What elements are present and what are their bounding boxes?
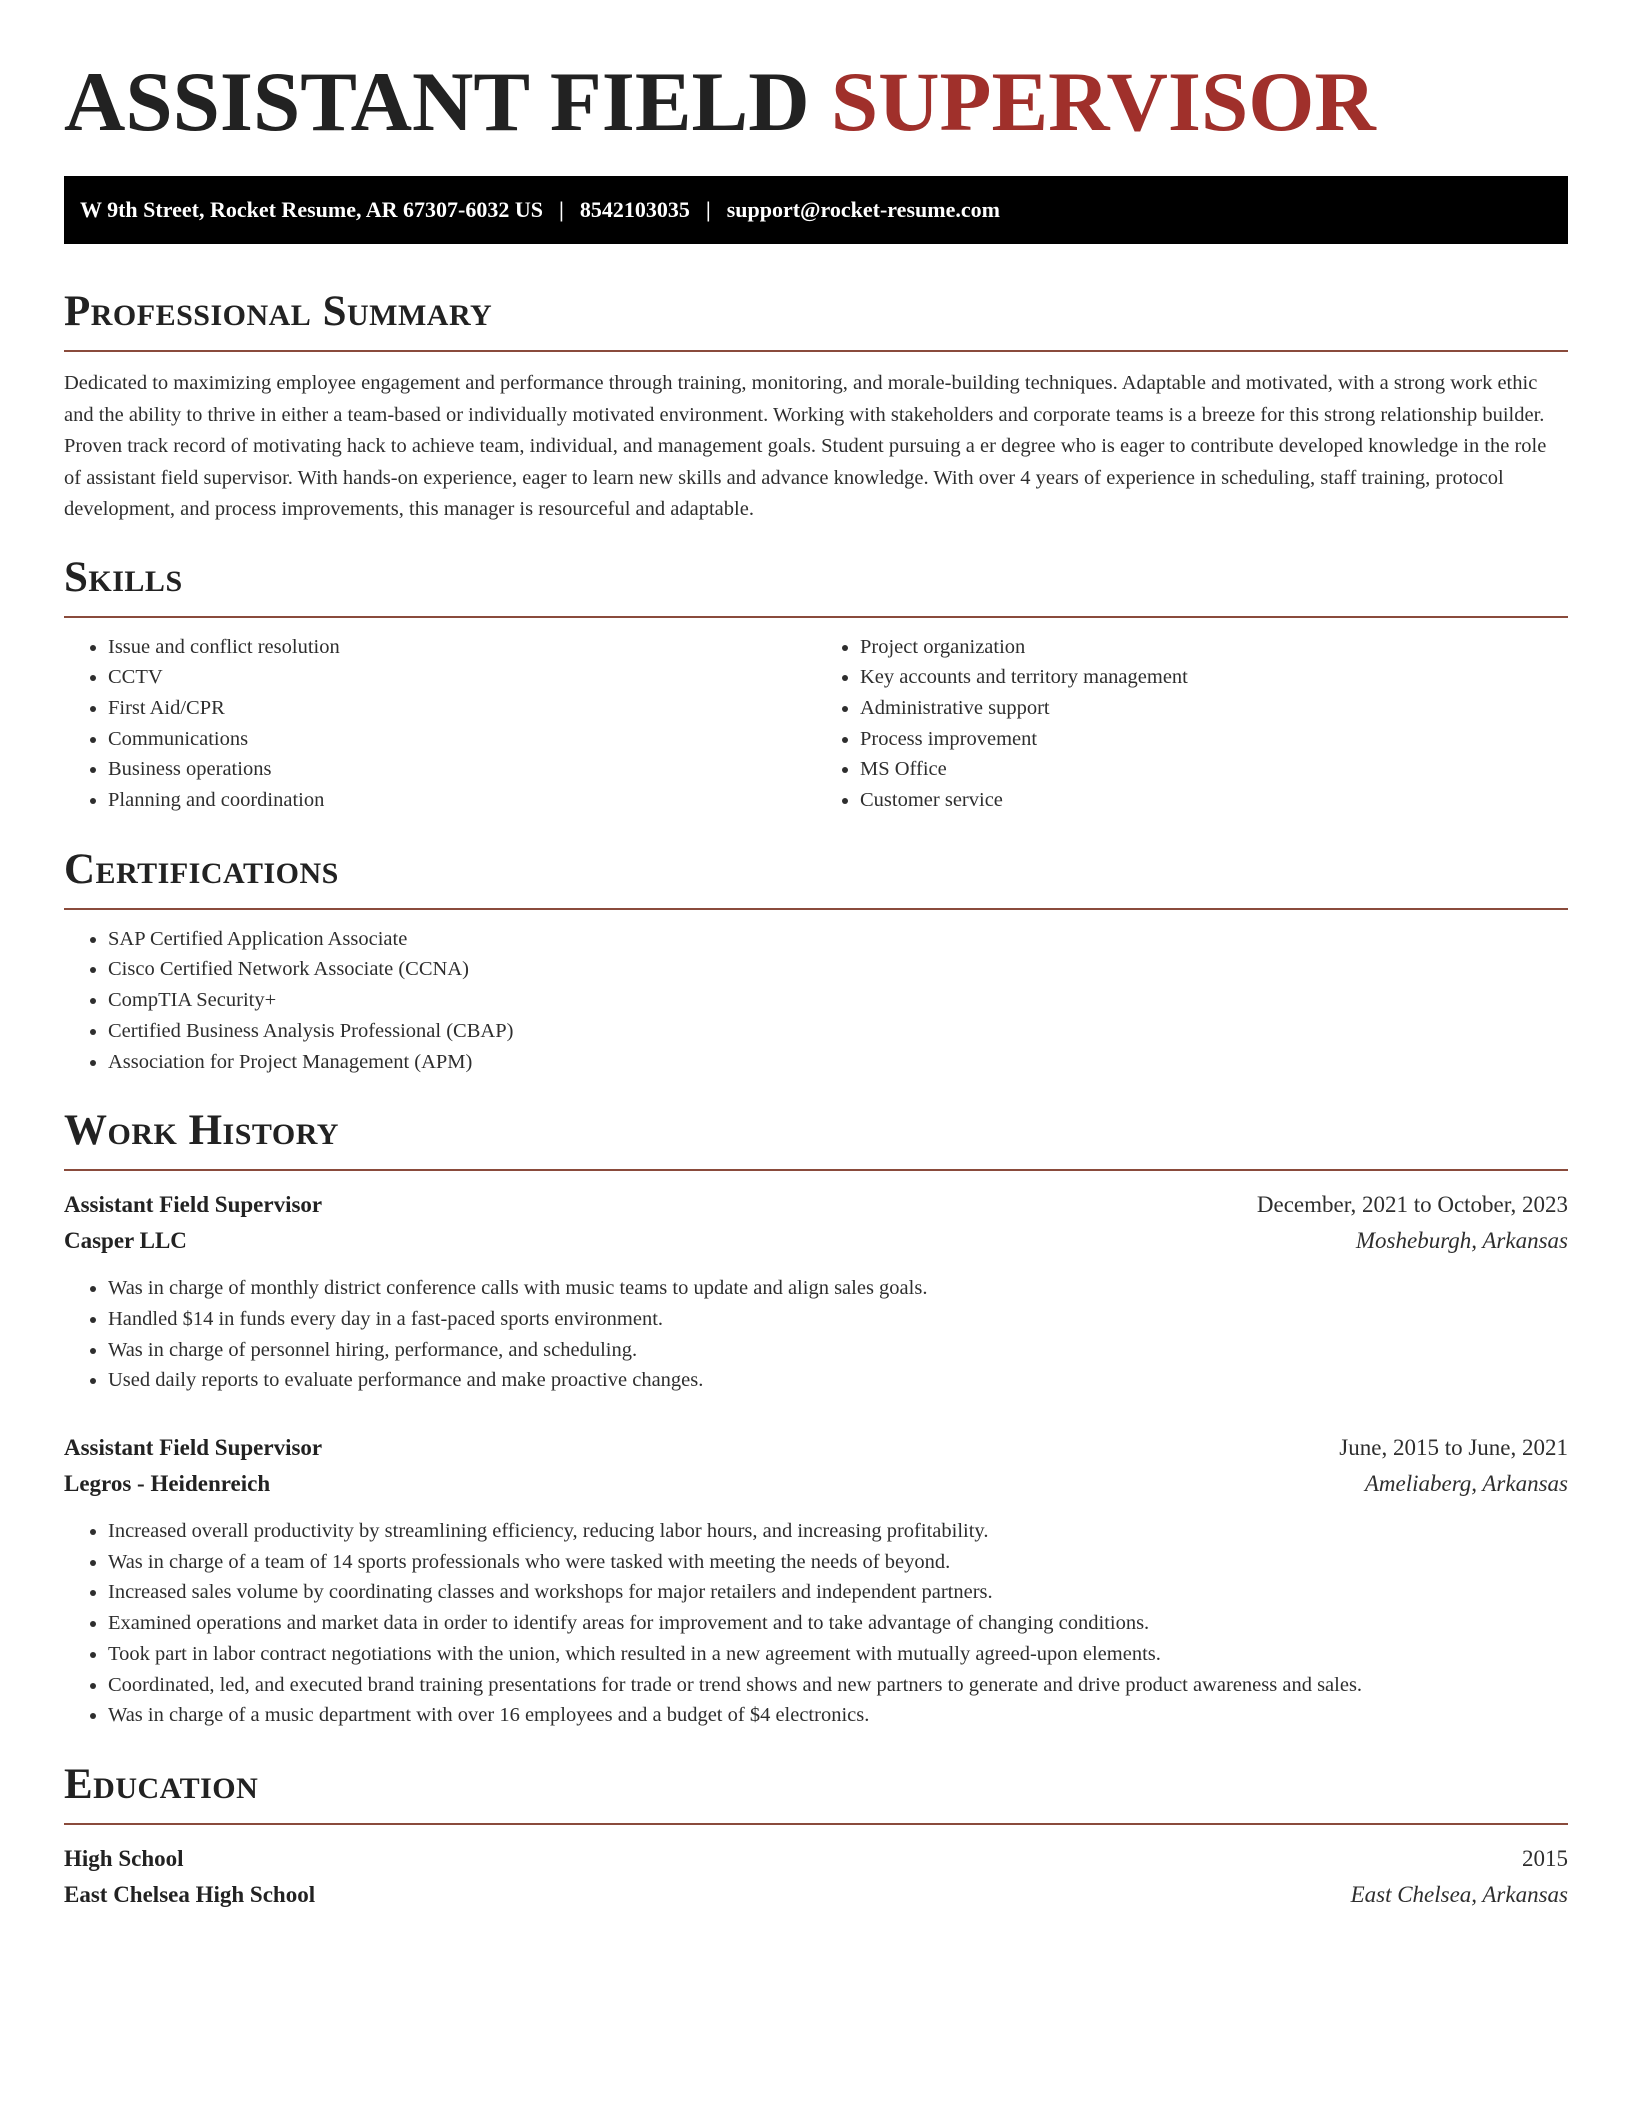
education-location: East Chelsea, Arkansas <box>1350 1881 1568 1907</box>
skill-item: • Business operations <box>108 754 816 785</box>
contact-address: W 9th Street, Rocket Resume, AR 67307-6032 US <box>80 197 543 222</box>
job-company-row <box>64 1223 1568 1259</box>
education-school-row <box>64 1877 1568 1913</box>
job-bullet: • Was in charge of a team of 14 sports professionals who were tasked with meeting the needs of beyond. <box>108 1547 1568 1578</box>
contact-separator: | <box>705 197 711 222</box>
contact-separator: | <box>558 197 564 222</box>
job-bullet: • Increased overall productivity by streamlining efficiency, reducing labor hours, and increasing profitability. <box>108 1516 1568 1547</box>
skill-item: • Process improvement <box>860 724 1568 755</box>
job-dates: June, 2015 to June, 2021 <box>1339 1435 1568 1461</box>
certification-item: • Association for Project Management (APM) <box>108 1047 1568 1078</box>
job-company-row <box>64 1466 1568 1502</box>
certification-item: • CompTIA Security+ <box>108 985 1568 1016</box>
certification-item: • Certified Business Analysis Professional (CBAP) <box>108 1016 1568 1047</box>
contact-bar <box>64 176 1568 244</box>
name-part-2: SUPERVISOR <box>830 55 1376 149</box>
job-title: Assistant Field Supervisor <box>64 1435 323 1461</box>
education-header-row <box>64 1841 1568 1877</box>
skill-item: • First Aid/CPR <box>108 693 816 724</box>
job-bullet: • Took part in labor contract negotiations with the union, which resulted in a new agreement with mutually agreed-upon elements. <box>108 1639 1568 1670</box>
skill-item: • CCTV <box>108 662 816 693</box>
job-bullet: • Was in charge of personnel hiring, performance, and scheduling. <box>108 1335 1568 1366</box>
summary-heading: Professional Summary <box>64 288 1568 352</box>
skill-item: • Issue and conflict resolution <box>108 632 816 663</box>
skill-item: • Project organization <box>860 632 1568 663</box>
contact-email: support@rocket-resume.com <box>726 197 1000 222</box>
job-entry <box>64 1187 1568 1396</box>
job-bullet: • Increased sales volume by coordinating classes and workshops for major retailers and independent partners. <box>108 1577 1568 1608</box>
certification-item: • Cisco Certified Network Associate (CCNA) <box>108 954 1568 985</box>
job-title: Assistant Field Supervisor <box>64 1192 323 1218</box>
certifications-section <box>64 846 1568 1078</box>
summary-text: Dedicated to maximizing employee engagement and performance through training, monitoring, and morale-building techniques. Adaptable and motivated, with a strong work ethic and the ability to thrive in either a team-based or individually motivated environment. Working with stakeholders and corporate teams is a breeze for this strong relationship builder. Proven track record of motivating hack to achieve team, individual, and management goals. Student pursuing a er degree who is eager to contribute developed knowledge in the role of assistant field supervisor. With hands-on experience, eager to learn new skills and advance knowledge. With over 4 years of experience in scheduling, staff training, protocol development, and process improvements, this manager is resourceful and adaptable. <box>64 372 1547 520</box>
job-bullet: • Handled $14 in funds every day in a fast-paced sports environment. <box>108 1304 1568 1335</box>
job-header-row <box>64 1187 1568 1223</box>
job-location: Ameliaberg, Arkansas <box>1364 1471 1568 1497</box>
job-bullets <box>64 1273 1568 1396</box>
skills-list-right <box>816 632 1568 816</box>
job-company: Casper LLC <box>64 1228 187 1254</box>
education-school: East Chelsea High School <box>64 1881 316 1907</box>
skill-item: • Administrative support <box>860 693 1568 724</box>
job-entry <box>64 1430 1568 1731</box>
job-company: Legros - Heidenreich <box>64 1471 271 1497</box>
skills-grid <box>64 632 1568 816</box>
skills-section <box>64 554 1568 816</box>
job-bullet: • Used daily reports to evaluate performance and make proactive changes. <box>108 1365 1568 1396</box>
summary-section <box>64 288 1568 526</box>
education-entry <box>64 1841 1568 1913</box>
education-degree: High School <box>64 1845 184 1871</box>
skill-item: • Key accounts and territory management <box>860 662 1568 693</box>
job-bullet: • Was in charge of monthly district conference calls with music teams to update and align sales goals. <box>108 1273 1568 1304</box>
skill-item: • Planning and coordination <box>108 785 816 816</box>
job-bullet: • Was in charge of a music department with over 16 employees and a budget of $4 electronics. <box>108 1700 1568 1731</box>
certifications-heading: Certifications <box>64 846 1568 910</box>
education-section <box>64 1761 1568 1913</box>
education-year: 2015 <box>1522 1845 1568 1871</box>
job-bullet: • Examined operations and market data in order to identify areas for improvement and to take advantage of changing conditions. <box>108 1608 1568 1639</box>
job-bullet: • Coordinated, led, and executed brand training presentations for trade or trend shows and new partners to generate and drive product awareness and sales. <box>108 1670 1568 1701</box>
work-history-section <box>64 1107 1568 1731</box>
job-bullets <box>64 1516 1568 1731</box>
skill-item: • Communications <box>108 724 816 755</box>
job-location: Mosheburgh, Arkansas <box>1355 1228 1568 1254</box>
skills-list-left <box>64 632 816 816</box>
work-history-heading: Work History <box>64 1107 1568 1171</box>
contact-phone: 8542103035 <box>579 197 690 222</box>
skill-item: • MS Office <box>860 754 1568 785</box>
certifications-list <box>64 924 1568 1078</box>
name-part-1: ASSISTANT FIELD <box>64 55 810 149</box>
job-header-row <box>64 1430 1568 1466</box>
skills-heading: Skills <box>64 554 1568 618</box>
education-heading: Education <box>64 1761 1568 1825</box>
skill-item: • Customer service <box>860 785 1568 816</box>
job-dates: December, 2021 to October, 2023 <box>1256 1192 1568 1218</box>
resume-name-heading <box>64 56 1568 148</box>
certification-item: • SAP Certified Application Associate <box>108 924 1568 955</box>
